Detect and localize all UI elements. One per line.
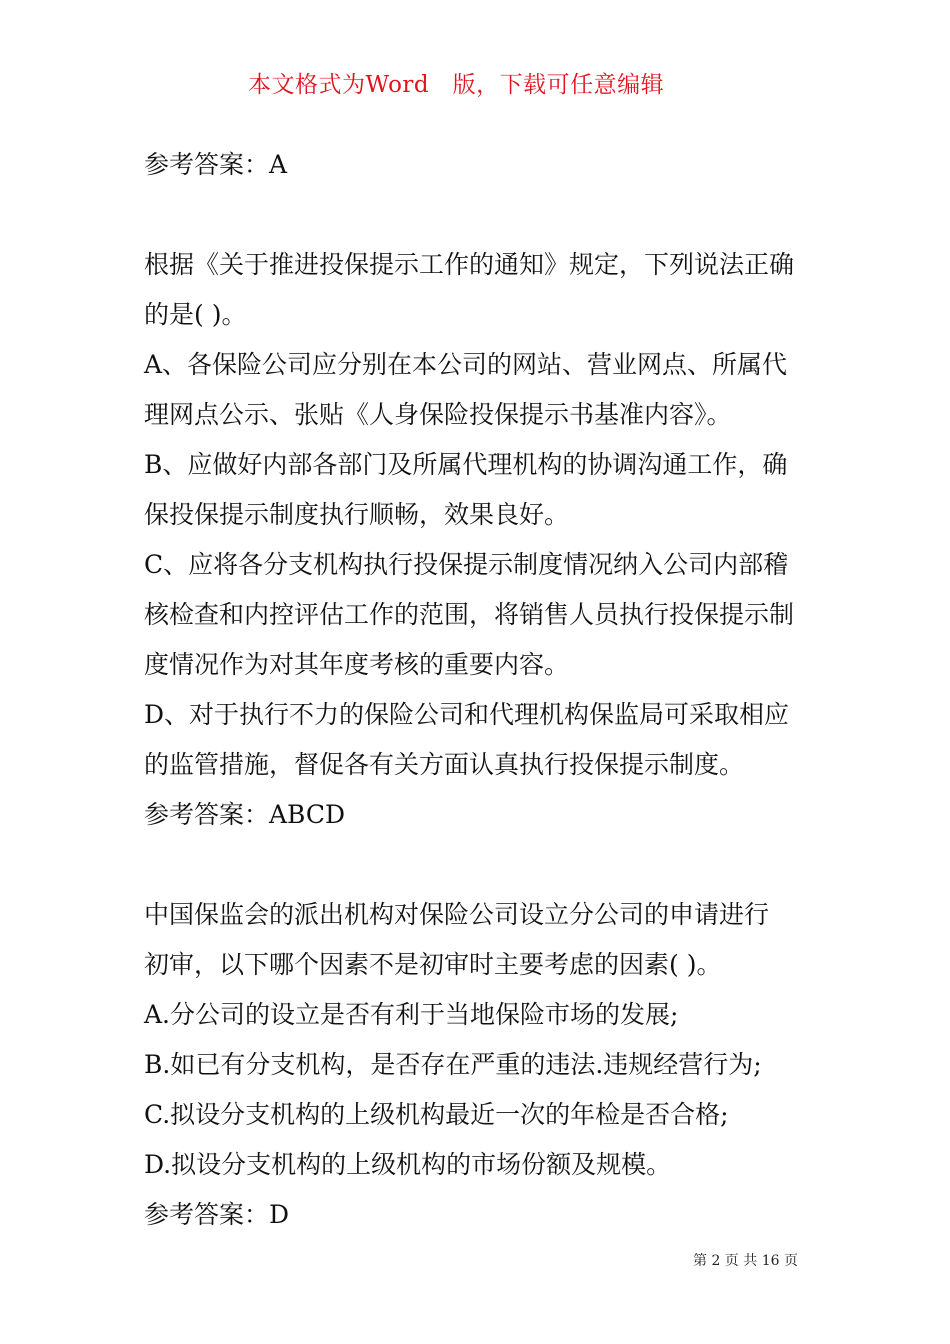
page-content [144,140,812,1240]
option-b: 保投保提示制度执行顺畅，效果良好。 [144,500,570,529]
question-stem: 中国保监会的派出机构对保险公司设立分公司的申请进行 [144,900,770,929]
previous-answer: 参考答案：A [144,150,288,179]
question-stem: 的是( )。 [144,300,247,329]
spacer [144,190,812,240]
format-notice: 本文格式为Word 版，下载可任意编辑 [248,72,665,98]
spacer [144,840,812,890]
question-2 [144,890,812,1240]
option-d: D、对于执行不力的保险公司和代理机构保监局可采取相应 [144,700,790,729]
option-d: D.拟设分支机构的上级机构的市场份额及规模。 [144,1150,672,1179]
question-stem: 根据《关于推进投保提示工作的通知》规定，下列说法正确 [144,250,795,279]
answer-key: 参考答案：D [144,1200,290,1229]
option-a: A、各保险公司应分别在本公司的网站、营业网点、所属代 [144,350,788,379]
answer-key: 参考答案：ABCD [144,800,346,829]
option-c: C、应将各分支机构执行投保提示制度情况纳入公司内部稽 [144,550,789,579]
option-c: C.拟设分支机构的上级机构最近一次的年检是否合格; [144,1100,729,1129]
page-number: 第 2 页 共 16 页 [693,1253,798,1269]
option-b: B、应做好内部各部门及所属代理机构的协调沟通工作，确 [144,450,788,479]
option-c: 度情况作为对其年度考核的重要内容。 [144,650,570,679]
option-a: A.分公司的设立是否有利于当地保险市场的发展; [144,1000,679,1029]
option-c: 核检查和内控评估工作的范围，将销售人员执行投保提示制 [144,600,795,629]
option-b: B.如已有分支机构，是否存在严重的违法.违规经营行为; [144,1050,762,1079]
question-stem: 初审，以下哪个因素不是初审时主要考虑的因素( )。 [144,950,722,979]
option-a: 理网点公示、张贴《人身保险投保提示书基准内容》。 [144,400,732,429]
option-d: 的监管措施，督促各有关方面认真执行投保提示制度。 [144,750,745,779]
question-1 [144,240,812,840]
